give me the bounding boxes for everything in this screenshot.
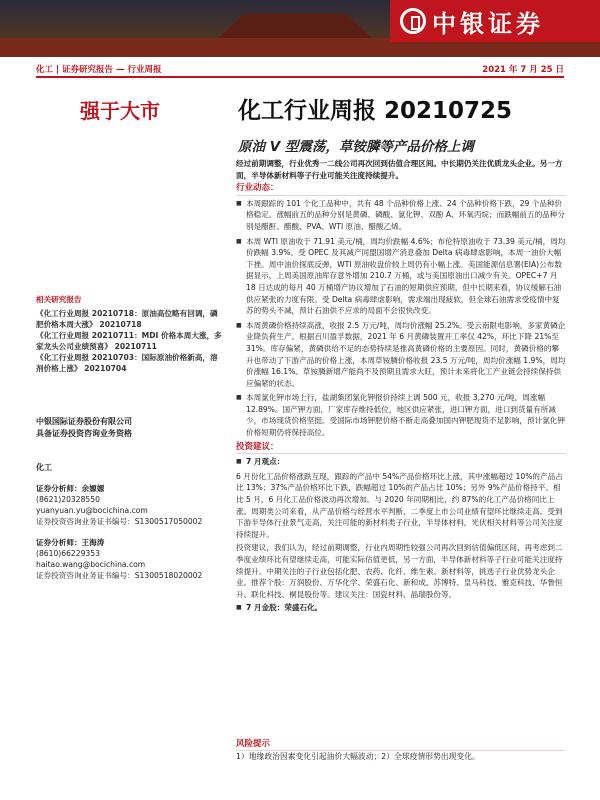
related-report[interactable]: 《化工行业周报 20210703：国际原油价格新高，溶剂价格上涨》 20210704 (36, 353, 218, 373)
report-meta-bar (36, 60, 564, 78)
risk-text: 1）地缘政治因素变化引起油价大幅波动；2）全球疫情形势出现变化。 (236, 752, 480, 761)
analyst-block: 证券分析师：王海涛 (8610)66229353 haitao.wang@bocichina.com 证券投资咨询业务证书编号：S1300518020002 (36, 537, 224, 581)
dynamics-item: ■ 本周黄磷价格持续高涨，收报 2.5 万元/吨，周均价涨幅 25.2%。受云南限电影响，多家黄磷企业降负荷生产。根据百川盈孚数据，2021 年 6 月黄磷装置开工率仅 42%，环比下降 21%至 31%。库存偏紧，黄磷供给不足的态势持续是推高黄磷价格的主要原因。同时，黄磷价格的攀升也带动了下游产品的价格上涨，本周草铵膦价格收报 23.5 万元/吨，周均价涨幅 1.9%，周均价涨幅 16.1%。草铵膦新增产能尚不及预期且需求大旺，预计未来将化工产业链会持续保持供应偏紧的状态。 (236, 320, 566, 390)
related-report[interactable]: 《化工行业周报 20210718：原油高位略有回调，磷肥价格本周大涨》 20210718 (36, 309, 218, 329)
report-title: 化工行业周报 20210725 (238, 98, 513, 124)
bank-of-china-logo-icon (400, 8, 426, 34)
analyst-email[interactable]: haitao.wang@bocichina.com (36, 560, 146, 569)
brand-logo (390, 0, 600, 42)
sector-label: 化工 (36, 463, 52, 472)
gold-stock: ■ 7 月金股：荣盛石化。 (236, 602, 566, 614)
report-category: 化工 | 证券研究报告 — 行业周报 (36, 65, 162, 75)
risk-section (236, 738, 566, 763)
risk-heading: 风险提示 (236, 738, 566, 751)
invest-month-label: ■ 7 月观点： (236, 456, 566, 468)
sidebar (36, 294, 224, 581)
header-banner (0, 0, 600, 57)
lead-paragraph: 经过前期调整，行业优秀一二线公司再次回到估值合理区间。中长期仍关注优质龙头企业。另一方面，半导体新材料等子行业可能关注度持续提升。 (236, 159, 563, 180)
brand-name: 中银证券 (432, 9, 544, 38)
analyst-email[interactable]: yuanyuan.yu@bocichina.com (36, 506, 148, 515)
dynamics-item: ■ 本周氯化钾市场上行，盐湖集团氯化钾报价持续上调 500 元，收报 3,270 元/吨，周涨幅 12.89%。国产钾方面，厂家库存维持低位，地区供应紧张，进口钾方面，进口到货量有所减少，市场现货价格坚挺。受国际市场钾肥价格不断走高叠加国内钾肥现货不足影响，预计氯化钾价格短期仍将保持高位。 (236, 392, 566, 438)
related-reports-heading: 相关研究报告 (36, 295, 82, 304)
report-date: 2021 年 7 月 25 日 (482, 65, 564, 75)
invest-advice-text: 投资建议，我们认为，经过前期调整，行业内周期性较强公司再次回到估值偏低区间，再考虑到二季度业绩环比有望继续走高，可能实际估值更低，另一方面，半导体新材料等子行业可能关注度持续提升。中期关注的子行业包括化肥、农药、化纤、维生素、新材料等，挑选子行业优势龙头企业。推荐个股：万润股份、万华化学、荣盛石化、新和成、苏博特、皇马科技、雅克科技、华鲁恒升、联化科技、桐昆股份等。建议关注：国瓷材料、晶瑞股份等。 (236, 543, 563, 599)
dynamics-item: ■ 本周 WTI 原油收于 71.91 美元/桶，周均价跌幅 4.6%；布伦特原油收于 73.39 美元/桶，周均价跌幅 3.9%。受 OPEC 及其减产同盟国增产消息叠加 Delta 病毒肆虐影响，本周一油价大幅下挫。周中油价探底反弹，WTI 原油收盘价较上周仍有小幅上涨。美国能源信息署(EIA)公布数据显示，上周美国原油库存意外增加 210.7 万桶，或与美国原油出口减少有关。OPEC+7 月 18 日达成的每月 40 万桶增产协议增加了石油的短期供应预期，但中长期来看，协议缓解石油供应紧张的力度有限。受 Delta 病毒肆虐影响，需求端出现疲软，但全球石油需求受疫情中复苏的势头不减，预计石油供不应求的局面不会很快改变。 (236, 236, 566, 317)
invest-month-text: 6 月份化工品价格涨跌互现，跟踪的产品中 54%产品价格环比上涨，其中涨幅超过 10%的产品占比 13%；37%产品价格环比下跌，跌幅超过 10%的产品占比 10%；另外 9%产品价格持平。相比 5 月，6 月化工品价格波动再次增加。与 2020 年同期相比，约 87%的化工产品价格同比上涨。周期类公司来看，从产品价格与经营水平判断，二季度上市公司业绩有望环比继续走高。受到下游半导体行业景气走高，关注可能的新材料类子行业，半导体材料，光伏相关材料等公司关注度持续提升。 (236, 471, 563, 539)
related-report[interactable]: 《化工行业周报 20210711：MDI 价格本周大涨，多家龙头公司业绩预喜》 20210711 (36, 331, 222, 351)
invest-heading: 投资建议： (236, 442, 566, 455)
dynamics-heading: 行业动态： (236, 183, 566, 196)
organization: 中银国际证券股份有限公司 具备证券投资咨询业务资格 (36, 417, 132, 438)
industry-rating: 强于大市 (80, 99, 160, 123)
analyst-block: 证券分析师：余嫄嫄 (8621)20328550 yuanyuan.yu@bocichina.com 证券投资咨询业务证书编号：S1300517050002 (36, 483, 224, 527)
main-content (236, 158, 566, 617)
palace-roof-image (210, 8, 380, 38)
dynamics-item: ■ 本周跟踪的 101 个化工品种中，共有 48 个品种价格上涨、24 个品种价格下跌，29 个品种价格稳定。涨幅前五的品种分别是黄磷、磷酸、氯化钾、双酚 A、环氧丙烷；而跌幅前五的品种分别是醋酐、醋酸、PVA、WTI 原油、醋酸乙烯。 (236, 198, 566, 233)
report-subtitle: 原油 V 型震荡，草铵膦等产品价格上调 (238, 139, 474, 155)
